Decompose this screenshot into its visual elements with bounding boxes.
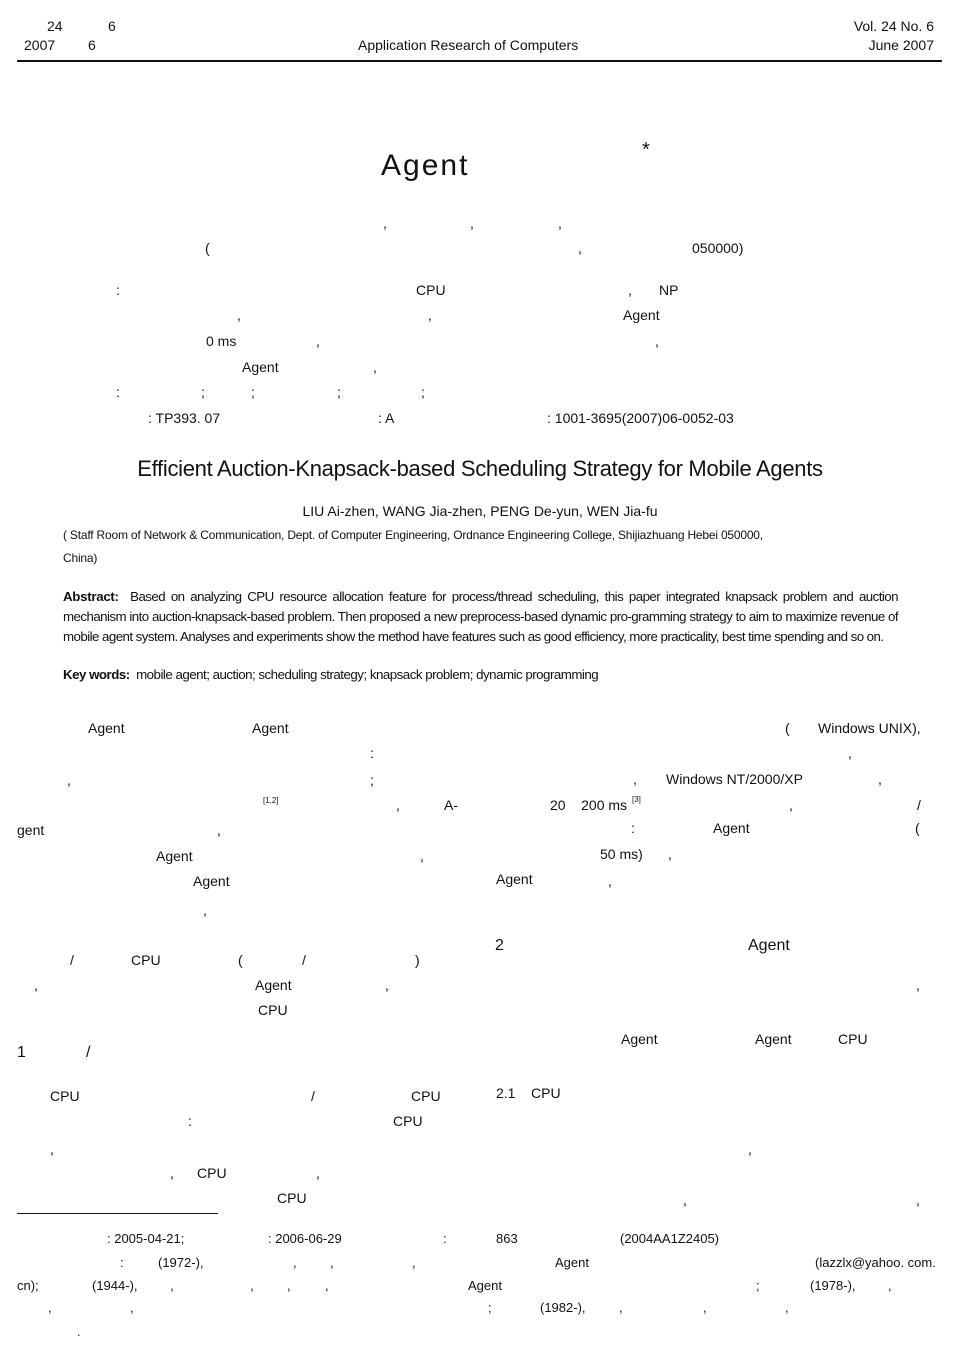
text-fragment: Agent bbox=[193, 873, 230, 889]
text-fragment: , bbox=[789, 797, 793, 813]
text-fragment: Windows NT/2000/XP bbox=[666, 771, 803, 787]
footnote-fragment: , bbox=[170, 1278, 174, 1293]
footnote-fragment: , bbox=[325, 1278, 329, 1293]
footnote-fragment: (1978-), bbox=[810, 1278, 856, 1293]
footnote-fragment: : bbox=[443, 1231, 447, 1246]
text-fragment: Agent bbox=[623, 307, 660, 323]
english-affiliation-cont: China) bbox=[63, 551, 98, 565]
text-fragment: , bbox=[217, 822, 221, 838]
paper-title: Agent bbox=[381, 149, 470, 182]
text-fragment: : bbox=[370, 745, 374, 761]
year-cn: 2007 bbox=[24, 37, 56, 53]
footnote-rule bbox=[17, 1213, 218, 1214]
text-fragment: , bbox=[383, 215, 387, 231]
footnote-fragment: (1944-), bbox=[92, 1278, 138, 1293]
footnote-fragment: . bbox=[77, 1324, 81, 1339]
footnote-fragment: , bbox=[888, 1278, 892, 1293]
text-fragment: , bbox=[916, 1192, 920, 1208]
text-fragment: , bbox=[385, 977, 389, 993]
footnote-fragment: , bbox=[48, 1300, 52, 1315]
text-fragment: Windows UNIX), bbox=[818, 720, 921, 736]
text-fragment: , bbox=[170, 1165, 174, 1181]
text-fragment: , bbox=[420, 848, 424, 864]
text-fragment: , bbox=[50, 1141, 54, 1157]
text-fragment: Agent bbox=[621, 1031, 658, 1047]
text-fragment: Agent bbox=[496, 871, 533, 887]
footnote-fragment: ; bbox=[756, 1278, 760, 1293]
text-fragment: 50 ms) bbox=[600, 846, 643, 862]
text-fragment: 0 ms bbox=[206, 333, 237, 349]
text-fragment: Agent bbox=[255, 977, 292, 993]
text-fragment: 2.1 CPU bbox=[496, 1085, 561, 1101]
footnote-fragment: , bbox=[785, 1300, 789, 1315]
volume-en: Vol. 24 No. 6 bbox=[853, 18, 934, 34]
text-fragment: NP bbox=[659, 282, 679, 298]
footnote-fragment: , bbox=[287, 1278, 291, 1293]
text-fragment: : bbox=[631, 820, 635, 836]
footnote-fragment: 863 bbox=[496, 1231, 518, 1246]
section-heading-fragment: 2 bbox=[495, 937, 504, 954]
text-fragment: , bbox=[578, 240, 582, 256]
text-fragment: ( bbox=[785, 720, 790, 736]
text-fragment: CPU bbox=[277, 1190, 307, 1206]
english-keywords bbox=[63, 667, 598, 682]
citation-ref: [3] bbox=[632, 795, 641, 804]
text-fragment: 20 200 ms bbox=[550, 797, 628, 813]
text-fragment: , bbox=[67, 772, 71, 788]
header-rule bbox=[17, 60, 942, 62]
footnote-fragment: (1982-), bbox=[540, 1300, 586, 1315]
title-footnote-mark: * bbox=[642, 139, 650, 161]
text-fragment: Agent bbox=[88, 720, 125, 736]
month-cn: 6 bbox=[88, 37, 96, 53]
footnote-fragment: , bbox=[619, 1300, 623, 1315]
text-fragment: , bbox=[316, 1165, 320, 1181]
text-fragment: ) bbox=[415, 952, 420, 968]
english-abstract bbox=[63, 587, 898, 647]
text-fragment: ; bbox=[201, 384, 205, 400]
text-fragment: ; bbox=[421, 384, 425, 400]
text-fragment: , bbox=[655, 333, 659, 349]
date-en: June 2007 bbox=[868, 37, 934, 53]
text-fragment: , bbox=[558, 215, 562, 231]
text-fragment: CPU bbox=[131, 952, 161, 968]
footnote-fragment: , bbox=[412, 1255, 416, 1270]
text-fragment: : 1001-3695(2007)06-0052-03 bbox=[547, 410, 734, 426]
text-fragment: CPU bbox=[416, 282, 446, 298]
english-affiliation: ( Staff Room of Network & Communication, Dept. of Computer Engineering, Ordnance Engineering College, Shijiazhuang Hebei 050000, bbox=[63, 528, 763, 542]
text-fragment: Agent bbox=[713, 820, 750, 836]
footnote-fragment: : 2005-04-21; bbox=[107, 1231, 185, 1246]
text-fragment: CPU bbox=[411, 1088, 441, 1104]
text-fragment: ; bbox=[370, 772, 374, 788]
text-fragment: ; bbox=[251, 384, 255, 400]
text-fragment: , bbox=[628, 282, 632, 298]
text-fragment: , bbox=[683, 1192, 687, 1208]
text-fragment: , bbox=[916, 977, 920, 993]
footnote-fragment: , bbox=[293, 1255, 297, 1270]
text-fragment: , bbox=[668, 846, 672, 862]
text-fragment: : bbox=[188, 1113, 192, 1129]
text-fragment: ( bbox=[915, 820, 920, 836]
footnote-fragment: cn); bbox=[17, 1278, 39, 1293]
text-fragment: CPU bbox=[258, 1002, 288, 1018]
text-fragment: Agent bbox=[156, 848, 193, 864]
text-fragment: , bbox=[373, 359, 377, 375]
footnote-fragment: , bbox=[703, 1300, 707, 1315]
citation-ref: [1,2] bbox=[263, 796, 279, 805]
issue-cn: 6 bbox=[108, 18, 116, 34]
text-fragment: ; bbox=[337, 384, 341, 400]
text-fragment: , bbox=[396, 797, 400, 813]
text-fragment: Agent bbox=[252, 720, 289, 736]
text-fragment: , bbox=[848, 745, 852, 761]
footnote-fragment: , bbox=[330, 1255, 334, 1270]
text-fragment: , bbox=[34, 977, 38, 993]
footnote-fragment: (2004AA1Z2405) bbox=[620, 1231, 720, 1246]
text-fragment: , bbox=[633, 771, 637, 787]
text-fragment: , bbox=[878, 771, 882, 787]
text-fragment: ( bbox=[238, 952, 243, 968]
text-fragment: , bbox=[470, 215, 474, 231]
footnote-fragment: Agent bbox=[468, 1278, 502, 1293]
text-fragment: / bbox=[311, 1088, 315, 1104]
text-fragment: / bbox=[302, 952, 306, 968]
footnote-fragment: : 2006-06-29 bbox=[268, 1231, 342, 1246]
journal-name: Application Research of Computers bbox=[358, 37, 579, 53]
text-fragment: : bbox=[116, 384, 120, 400]
text-fragment: ( bbox=[205, 240, 210, 256]
text-fragment: CPU bbox=[838, 1031, 868, 1047]
text-fragment: : TP393. 07 bbox=[148, 410, 221, 426]
footnote-fragment: (1972-), bbox=[158, 1255, 204, 1270]
text-fragment: A- bbox=[444, 797, 458, 813]
text-fragment: , bbox=[608, 873, 612, 889]
text-fragment: 050000) bbox=[692, 240, 744, 256]
english-authors: LIU Ai-zhen, WANG Jia-zhen, PENG De-yun, WEN Jia-fu bbox=[302, 503, 658, 519]
footnote-fragment: , bbox=[130, 1300, 134, 1315]
text-fragment: , bbox=[237, 307, 241, 323]
text-fragment: : A bbox=[378, 410, 395, 426]
footnote-fragment: ; bbox=[488, 1300, 492, 1315]
keywords-label: Key words: bbox=[63, 667, 130, 682]
text-fragment: : bbox=[116, 282, 120, 298]
text-fragment: CPU bbox=[50, 1088, 80, 1104]
english-title: Efficient Auction-Knapsack-based Scheduling Strategy for Mobile Agents bbox=[137, 456, 823, 481]
abstract-label: Abstract: bbox=[63, 589, 119, 604]
section-heading-fragment: 1 bbox=[17, 1044, 26, 1061]
footnote-fragment: , bbox=[250, 1278, 254, 1293]
keywords-text: mobile agent; auction; scheduling strategy; knapsack problem; dynamic programming bbox=[136, 667, 599, 682]
footnote-fragment: (lazzlx@yahoo. com. bbox=[815, 1255, 936, 1270]
text-fragment: , bbox=[316, 333, 320, 349]
section-heading-fragment: Agent bbox=[748, 937, 790, 954]
abstract-text: Based on analyzing CPU resource allocation feature for process/thread scheduling, this paper integrated knapsack problem and auction mechanism into auction-knapsack-based problem. Then proposed a new preprocess-based dynamic pro-gramming strategy to aim to maximize revenue of mobile agent system. Analyses and experiments show the method have features such as good efficiency, more practicality, best time spending and so on. bbox=[63, 589, 898, 644]
text-fragment: / bbox=[70, 952, 74, 968]
footnote-fragment: : bbox=[120, 1255, 124, 1270]
text-fragment: , bbox=[748, 1141, 752, 1157]
volume-cn: 24 bbox=[47, 18, 63, 34]
text-fragment: gent bbox=[17, 822, 45, 838]
text-fragment: CPU bbox=[393, 1113, 423, 1129]
text-fragment: , bbox=[203, 902, 207, 918]
footnote-fragment: Agent bbox=[555, 1255, 589, 1270]
text-fragment: Agent bbox=[755, 1031, 792, 1047]
text-fragment: / bbox=[917, 797, 921, 813]
text-fragment: , bbox=[428, 307, 432, 323]
text-fragment: CPU bbox=[197, 1165, 227, 1181]
section-heading-fragment: / bbox=[86, 1044, 91, 1061]
text-fragment: Agent bbox=[242, 359, 279, 375]
